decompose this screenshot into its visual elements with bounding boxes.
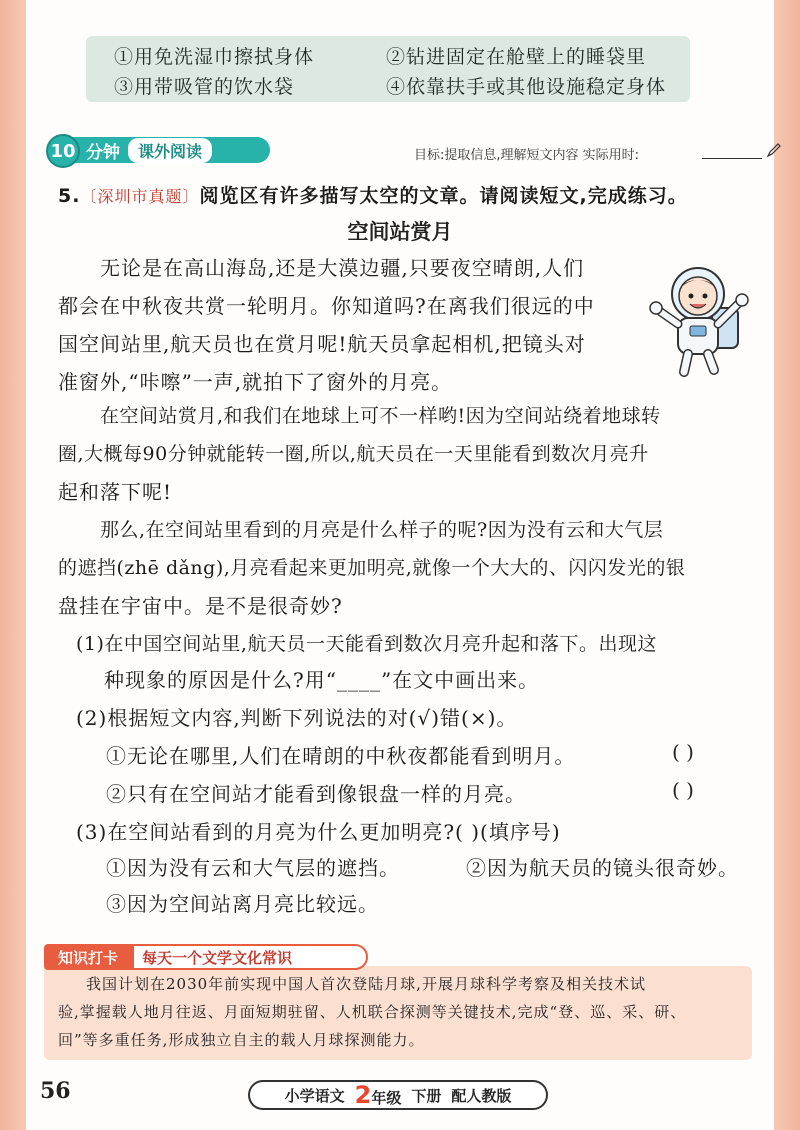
article-line: 在空间站赏月,和我们在地球上可不一样哟!因为空间站绕着地球转 <box>100 405 661 427</box>
question-stem <box>58 180 688 213</box>
article-line: 准窗外,“咔嚓”一声,就拍下了窗外的月亮。 <box>58 370 453 394</box>
article-line: 起和落下呢! <box>58 480 173 504</box>
subquestion-3: (3)在空间站看到的月亮为什么更加明亮?( )(填序号) <box>76 820 561 844</box>
answer-blank-2-2[interactable]: ( ) <box>672 778 694 802</box>
section-pill <box>70 137 270 163</box>
question-number: 5. <box>58 185 81 207</box>
question-prompt: 阅览区有许多描写太空的文章。请阅读短文,完成练习。 <box>199 185 688 207</box>
knowledge-line: 验,掌握载人地月往返、月面短期驻留、人机联合探测等关键技术,完成“登、巡、采、研、 <box>58 1003 687 1021</box>
footer-subject: 小学语文 <box>284 1086 345 1105</box>
pencil-icon <box>766 142 782 158</box>
page-number: 56 <box>40 1078 71 1104</box>
subquestion-3-option-3: ③因为空间站离月亮比较远。 <box>106 892 379 916</box>
subquestion-1-line-1: (1)在中国空间站里,航天员一天能看到数次月亮升起和落下。出现这 <box>76 633 657 655</box>
article-line: 那么,在空间站里看到的月亮是什么样子的呢?因为没有云和大气层 <box>100 519 664 541</box>
subquestion-1-line-2: 种现象的原因是什么?用“____”在文中画出来。 <box>104 668 540 692</box>
section-header <box>46 134 766 166</box>
footer-edition: 配人教版 <box>451 1086 512 1105</box>
subquestion-3-option-1: ①因为没有云和大气层的遮挡。 <box>106 856 400 880</box>
article-title: 空间站赏月 <box>347 220 453 244</box>
footer-grade-number: 2 <box>354 1081 372 1109</box>
page-frame-right <box>774 0 800 1130</box>
option-1: ①用免洗湿巾擦拭身体 <box>114 46 315 68</box>
article-line: 盘挂在宇宙中。是不是很奇妙? <box>58 594 343 618</box>
page-frame-left <box>0 0 26 1130</box>
knowledge-tab <box>44 944 344 970</box>
section-minutes: 分钟 <box>86 142 120 163</box>
article-line: 国空间站里,航天员也在赏月呢!航天员拿起相机,把镜头对 <box>58 332 586 356</box>
time-answer-line[interactable] <box>702 158 762 159</box>
article-line: 圈,大概每90分钟就能转一圈,所以,航天员在一天里能看到数次月亮升 <box>58 443 649 465</box>
question-source: 〔深圳市真题〕 <box>80 187 200 206</box>
knowledge-label: 知识打卡 <box>44 944 132 970</box>
footer-term: 下册 <box>411 1086 442 1105</box>
article-line: 无论是在高山海岛,还是大漠边疆,只要夜空晴朗,人们 <box>100 256 585 280</box>
knowledge-subtitle: 每天一个文学文化常识 <box>132 944 368 970</box>
option-3: ③用带吸管的饮水袋 <box>114 76 295 98</box>
section-badge: 10 <box>46 134 80 168</box>
option-2: ②钻进固定在舱壁上的睡袋里 <box>386 46 647 68</box>
footer-book-info <box>248 1080 548 1110</box>
subquestion-2-item-2: ②只有在空间站才能看到像银盘一样的月亮。 <box>106 782 526 806</box>
article-line: 都会在中秋夜共赏一轮明月。你知道吗?在离我们很远的中 <box>58 294 595 318</box>
knowledge-line: 我国计划在2030年前实现中国人首次登陆月球,开展月球科学考察及相关技术试 <box>86 975 646 993</box>
section-goal: 目标:提取信息,理解短文内容 实际用时: <box>414 148 640 163</box>
subquestion-3-option-2: ②因为航天员的镜头很奇妙。 <box>466 856 739 880</box>
astronaut-icon <box>640 258 760 378</box>
section-title: 课外阅读 <box>128 138 212 163</box>
knowledge-line: 回”等多重任务,形成独立自主的载人月球探测能力。 <box>58 1031 425 1049</box>
subquestion-2: (2)根据短文内容,判断下列说法的对(√)错(×)。 <box>76 706 518 730</box>
option-4: ④依靠扶手或其他设施稳定身体 <box>386 76 667 98</box>
footer-grade: 年级 <box>371 1089 402 1107</box>
article-line: 的遮挡(zhē dǎng),月亮看起来更加明亮,就像一个大大的、闪闪发光的银 <box>58 557 686 579</box>
subquestion-2-item-1: ①无论在哪里,人们在晴朗的中秋夜都能看到明月。 <box>106 744 576 768</box>
answer-blank-2-1[interactable]: ( ) <box>672 740 694 764</box>
